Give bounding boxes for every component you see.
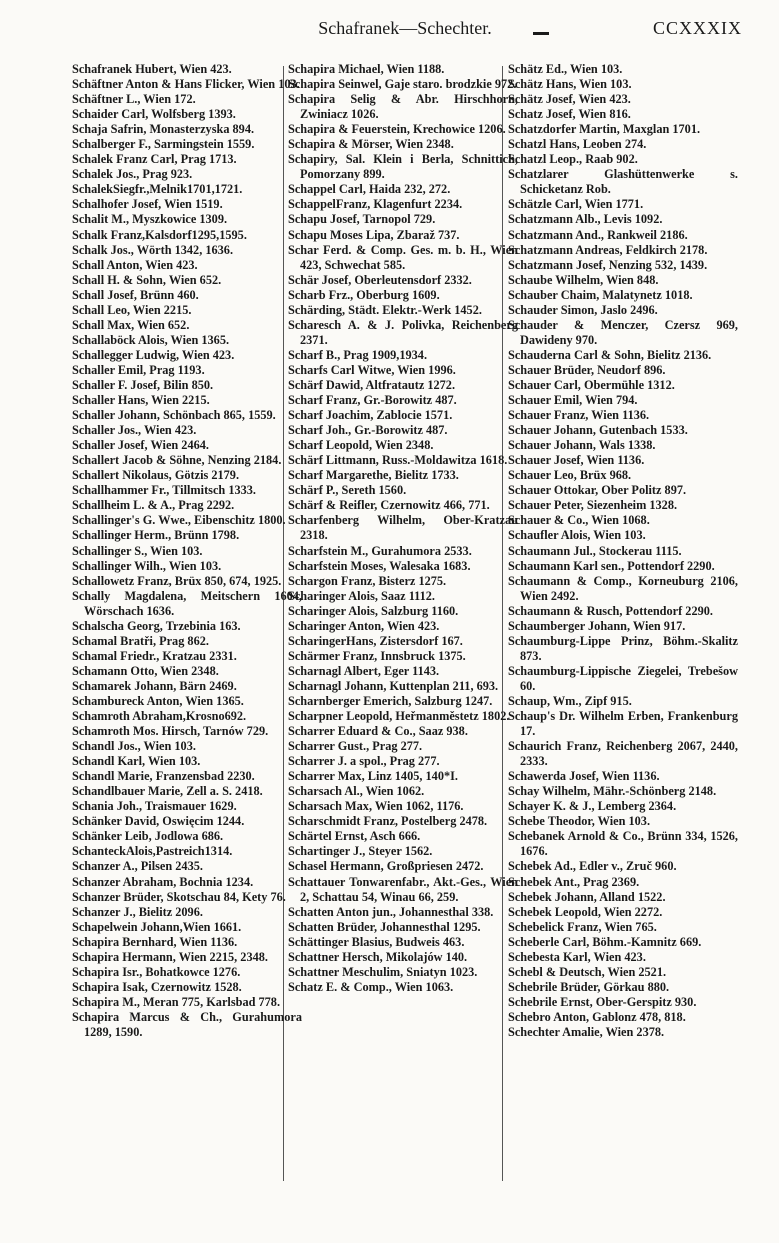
directory-entry: Schamann Otto, Wien 2348. (72, 663, 219, 678)
directory-entry: Scharnagl Johann, Kuttenplan 211, 693. (288, 678, 499, 693)
directory-entry: Schauer Johann, Gutenbach 1533. (508, 423, 688, 438)
directory-entry: ScharingerHans, Zistersdorf 167. (288, 633, 463, 648)
directory-entry: Schalk Jos., Wörth 1342, 1636. (72, 242, 234, 257)
directory-entry: Schauer Ottokar, Ober Politz 897. (508, 483, 687, 498)
directory-entry: Schapira M., Meran 775, Karlsbad 778. (72, 994, 281, 1009)
directory-entry: Schatzdorfer Martin, Maxglan 1701. (508, 122, 701, 137)
directory-entry: Schalk Franz,Kalsdorf1295,1595. (72, 227, 247, 242)
directory-entry: Scharf B., Prag 1909,1934. (288, 347, 428, 362)
directory-entry: Schauer Brüder, Neudorf 896. (508, 362, 666, 377)
directory-entry: Scharrer J. a spol., Prag 277. (288, 754, 440, 769)
directory-entry: Schänker David, Oswięcim 1244. (72, 814, 245, 829)
directory-entry: Schalek Franz Carl, Prag 1713. (72, 152, 237, 167)
directory-entry: Schäftner Anton & Hans Flicker, Wien 103. (72, 77, 300, 92)
directory-entry: Schallinger Wilh., Wien 103. (72, 558, 222, 573)
directory-entry: Schärf P., Sereth 1560. (288, 483, 407, 498)
directory-entry: Schaumann & Rusch, Pottendorf 2290. (508, 603, 713, 618)
page-number: CCXXXIX (652, 18, 742, 38)
directory-entry: Schäftner L., Wien 172. (72, 92, 196, 107)
directory-entry: Schalit M., Myszkowice 1309. (72, 212, 228, 227)
directory-entry: Schauder Simon, Jaslo 2496. (508, 302, 658, 317)
directory-entry: Schattauer Tonwarenfabr., Akt.-Ges., Wien 2, Schattau 54, Winau 66, 259. (288, 874, 518, 904)
directory-entry: Schebek Ad., Edler v., Zruč 960. (508, 859, 677, 874)
directory-entry: Schall Max, Wien 652. (72, 317, 190, 332)
directory-entry: Schapiry, Sal. Klein i Berla, Schnittich, Pomorzany 899. (288, 152, 518, 182)
directory-entry: Schatzl Hans, Leoben 274. (508, 137, 647, 152)
directory-entry: Schasel Hermann, Großpriesen 2472. (288, 859, 484, 874)
directory-entry: Schebe Theodor, Wien 103. (508, 814, 651, 829)
directory-entry: Scharf Joachim, Zablocie 1571. (288, 408, 453, 423)
directory-entry: Schally Magdalena, Meitschern 1604, Wörschach 1636. (72, 588, 302, 618)
directory-column-2 (288, 62, 518, 995)
page-header (0, 16, 779, 46)
directory-entry: Schaumburg-Lippische Ziegelei, Trebešow 60. (508, 663, 738, 693)
directory-entry: Schattner Meschulim, Sniatyn 1023. (288, 964, 478, 979)
directory-entry: Schauder & Menczer, Czersz 969, Dawideny 970. (508, 317, 738, 347)
directory-entry: Schaumann Karl sen., Pottendorf 2290. (508, 558, 715, 573)
directory-entry: Schebesta Karl, Wien 423. (508, 949, 646, 964)
directory-entry: Schättinger Blasius, Budweis 463. (288, 934, 465, 949)
directory-entry: Schatzmann Alb., Levis 1092. (508, 212, 663, 227)
directory-entry: Schaufler Alois, Wien 103. (508, 528, 646, 543)
directory-entry: Schanzer A., Pilsen 2435. (72, 859, 203, 874)
directory-entry: SchalekSiegfr.,Melnik1701,1721. (72, 182, 243, 197)
directory-entry: Schaller Josef, Wien 2464. (72, 438, 209, 453)
directory-entry: Schafranek Hubert, Wien 423. (72, 62, 232, 76)
directory-entry: Schallaböck Alois, Wien 1365. (72, 332, 230, 347)
directory-entry: Scharschmidt Franz, Postelberg 2478. (288, 814, 488, 829)
directory-entry: Schambureck Anton, Wien 1365. (72, 693, 244, 708)
directory-entry: Schebro Anton, Gablonz 478, 818. (508, 1009, 686, 1024)
directory-entry: Schar Ferd. & Comp. Ges. m. b. H., Wien 423, Schwechat 585. (288, 242, 518, 272)
directory-entry: Schauer Emil, Wien 794. (508, 393, 638, 408)
directory-entry: Schärmer Franz, Innsbruck 1375. (288, 648, 466, 663)
directory-entry: Scharrer Gust., Prag 277. (288, 739, 423, 754)
directory-entry: Schapira Seinwel, Gaje staro. brodzkie 972. (288, 77, 517, 92)
directory-entry: Schay Wilhelm, Mähr.-Schönberg 2148. (508, 784, 717, 799)
directory-entry: Schaider Carl, Wolfsberg 1393. (72, 107, 236, 122)
directory-entry: Schänker Leib, Jodlowa 686. (72, 829, 224, 844)
directory-entry: Scharrer Max, Linz 1405, 140*I. (288, 769, 458, 784)
directory-entry: Schallegger Ludwig, Wien 423. (72, 347, 235, 362)
directory-entry: Schatzmann Andreas, Feldkirch 2178. (508, 242, 708, 257)
directory-entry: Schallheim L. & A., Prag 2292. (72, 498, 235, 513)
directory-entry: Schapira Hermann, Wien 2215, 2348. (72, 949, 268, 964)
directory-entry: Schärf Dawid, Altfratautz 1272. (288, 377, 456, 392)
directory-entry: Schaumberger Johann, Wien 917. (508, 618, 686, 633)
directory-entry: Schapira Isr., Bohatkowce 1276. (72, 964, 241, 979)
directory-entry: Schärtel Ernst, Asch 666. (288, 829, 421, 844)
directory-entry: Schaup's Dr. Wilhelm Erben, Frankenburg 17. (508, 709, 738, 739)
directory-entry: SchanteckAlois,Pastreich1314. (72, 844, 233, 859)
directory-entry: Schauber Chaim, Malatynetz 1018. (508, 287, 693, 302)
directory-entry: Schätzle Carl, Wien 1771. (508, 197, 644, 212)
directory-entry: Scharf Franz, Gr.-Borowitz 487. (288, 393, 457, 408)
directory-entry: Schauer Johann, Wals 1338. (508, 438, 656, 453)
directory-entry: Schandl Marie, Franzensbad 2230. (72, 769, 255, 784)
directory-entry: Schaumburg-Lippe Prinz, Böhm.-Skalitz 873. (508, 633, 738, 663)
directory-entry: Schawerda Josef, Wien 1136. (508, 769, 660, 784)
directory-entry: Schallowetz Franz, Brüx 850, 674, 1925. (72, 573, 282, 588)
directory-entry: Schanzer Abraham, Bochnia 1234. (72, 874, 254, 889)
directory-entry: Schaurich Franz, Reichenberg 2067, 2440, 2333. (508, 739, 738, 769)
directory-entry: Schapira Bernhard, Wien 1136. (72, 934, 238, 949)
directory-entry: Scharf Leopold, Wien 2348. (288, 438, 434, 453)
directory-entry: Scharesch A. & J. Polivka, Reichenberg 2371. (288, 317, 518, 347)
directory-entry: Schärding, Städt. Elektr.-Werk 1452. (288, 302, 482, 317)
directory-entry: Schapira & Feuerstein, Krechowice 1206. (288, 122, 506, 137)
directory-entry: Schappel Carl, Haida 232, 272. (288, 182, 451, 197)
directory-entry: Scharnagl Albert, Eger 1143. (288, 663, 440, 678)
directory-entry: Scharrer Eduard & Co., Saaz 938. (288, 724, 468, 739)
directory-entry: Schattner Hersch, Mikolajów 140. (288, 949, 468, 964)
directory-entry: Schatz Josef, Wien 816. (508, 107, 631, 122)
directory-entry: Schanzer J., Bielitz 2096. (72, 904, 203, 919)
directory-entry: Scharfenberg Wilhelm, Ober-Kratzau 2318. (288, 513, 518, 543)
directory-entry: Scharfs Carl Witwe, Wien 1996. (288, 362, 456, 377)
directory-entry: Schatzl Leop., Raab 902. (508, 152, 638, 167)
directory-entry: Schanzer Brüder, Skotschau 84, Kety 76. (72, 889, 286, 904)
directory-entry: Scharf Joh., Gr.-Borowitz 487. (288, 423, 448, 438)
directory-entry: Schamal Friedr., Kratzau 2331. (72, 648, 237, 663)
directory-entry: Schebek Leopold, Wien 2272. (508, 904, 663, 919)
directory-entry: Schamroth Mos. Hirsch, Tarnów 729. (72, 724, 269, 739)
directory-entry: Schandl Jos., Wien 103. (72, 739, 196, 754)
directory-entry: Schallinger Herm., Brünn 1798. (72, 528, 240, 543)
directory-entry: Schebanek Arnold & Co., Brünn 334, 1526, 1676. (508, 829, 738, 859)
directory-entry: Schätz Ed., Wien 103. (508, 62, 623, 76)
directory-entry: Schebek Ant., Prag 2369. (508, 874, 640, 889)
header-dash (533, 32, 549, 35)
directory-entry: Schätz Hans, Wien 103. (508, 77, 632, 92)
directory-entry: Scharb Frz., Oberburg 1609. (288, 287, 440, 302)
directory-entry: Schebrile Ernst, Ober-Gerspitz 930. (508, 994, 697, 1009)
directory-entry: Schallert Jacob & Söhne, Nenzing 2184. (72, 453, 282, 468)
directory-entry: Schärf Littmann, Russ.-Moldawitza 1618. (288, 453, 508, 468)
directory-entry: SchappelFranz, Klagenfurt 2234. (288, 197, 463, 212)
directory-entry: Scharsach Al., Wien 1062. (288, 784, 425, 799)
directory-entry: Schauer Josef, Wien 1136. (508, 453, 645, 468)
directory-entry: Schapira Selig & Abr. Hirschhorn, Zwiniacz 1026. (288, 92, 518, 122)
directory-entry: Scharinger Alois, Saaz 1112. (288, 588, 436, 603)
directory-entry: Schaumann Jul., Stockerau 1115. (508, 543, 682, 558)
directory-entry: Schapira & Mörser, Wien 2348. (288, 137, 454, 152)
directory-entry: Scharsach Max, Wien 1062, 1176. (288, 799, 464, 814)
directory-entry: Schargon Franz, Bisterz 1275. (288, 573, 447, 588)
directory-entry: Schall H. & Sohn, Wien 652. (72, 272, 222, 287)
directory-entry: Schamal Bratři, Prag 862. (72, 633, 209, 648)
directory-entry: Schalscha Georg, Trzebinia 163. (72, 618, 241, 633)
directory-entry: Schall Josef, Brünn 460. (72, 287, 199, 302)
directory-entry: Schallinger S., Wien 103. (72, 543, 203, 558)
directory-column-1 (72, 62, 302, 1040)
directory-entry: Schaller Johann, Schönbach 865, 1559. (72, 408, 276, 423)
directory-entry: Schebelick Franz, Wien 765. (508, 919, 657, 934)
directory-entry: Schaja Safrin, Monasterzyska 894. (72, 122, 255, 137)
directory-entry: Schatten Brüder, Johannesthal 1295. (288, 919, 481, 934)
directory-entry: Schaller Hans, Wien 2215. (72, 393, 210, 408)
directory-entry: Schaube Wilhelm, Wien 848. (508, 272, 659, 287)
directory-entry: Schätz Josef, Wien 423. (508, 92, 631, 107)
directory-entry: Schebek Johann, Alland 1522. (508, 889, 666, 904)
directory-entry: Schamarek Johann, Bärn 2469. (72, 678, 237, 693)
directory-entry: Schallert Nikolaus, Götzis 2179. (72, 468, 240, 483)
directory-entry: Schauer Carl, Obermühle 1312. (508, 377, 675, 392)
directory-entry: Schechter Amalie, Wien 2378. (508, 1025, 665, 1039)
directory-entry: Schamroth Abraham,Krosno692. (72, 709, 247, 724)
directory-entry: Schatzmann And., Rankweil 2186. (508, 227, 688, 242)
directory-entry: Scheberle Carl, Böhm.-Kamnitz 669. (508, 934, 702, 949)
directory-entry: Schapira Isak, Czernowitz 1528. (72, 979, 242, 994)
directory-entry: Schatten Anton jun., Johannesthal 338. (288, 904, 494, 919)
directory-entry: Schaller Jos., Wien 423. (72, 423, 197, 438)
directory-entry: Scharpner Leopold, Heřmanměstetz 1802. (288, 709, 510, 724)
directory-entry: Schalberger F., Sarmingstein 1559. (72, 137, 255, 152)
directory-entry: Schalhofer Josef, Wien 1519. (72, 197, 223, 212)
directory-entry: Schebl & Deutsch, Wien 2521. (508, 964, 667, 979)
directory-entry: Schandlbauer Marie, Zell a. S. 2418. (72, 784, 263, 799)
directory-entry: Schaup, Wm., Zipf 915. (508, 693, 632, 708)
directory-entry: Schapelwein Johann,Wien 1661. (72, 919, 242, 934)
directory-entry: Schauer Franz, Wien 1136. (508, 408, 650, 423)
directory-entry: Scharinger Alois, Salzburg 1160. (288, 603, 459, 618)
directory-entry: Schallhammer Fr., Tillmitsch 1333. (72, 483, 257, 498)
directory-entry: Schapu Moses Lipa, Zbaraž 737. (288, 227, 460, 242)
directory-entry: Schauer Peter, Siezenheim 1328. (508, 498, 678, 513)
directory-entry: Scharnberger Emerich, Salzburg 1247. (288, 693, 493, 708)
directory-entry: Schall Anton, Wien 423. (72, 257, 198, 272)
directory-entry: Schatz E. & Comp., Wien 1063. (288, 979, 454, 994)
directory-entry: Schaller F. Josef, Bilin 850. (72, 377, 214, 392)
directory-entry: Schaumann & Comp., Korneuburg 2106, Wien 2492. (508, 573, 738, 603)
directory-entry: Schapira Marcus & Ch., Gurahumora 1289, 1590. (72, 1009, 302, 1039)
directory-entry: Schauer & Co., Wien 1068. (508, 513, 650, 528)
page-title: Schafranek—Schechter. (318, 18, 492, 38)
directory-entry: Scharfstein Moses, Walesaka 1683. (288, 558, 471, 573)
directory-entry: Schayer K. & J., Lemberg 2364. (508, 799, 677, 814)
directory-entry: Schär Josef, Oberleutensdorf 2332. (288, 272, 472, 287)
directory-entry: Schaller Emil, Prag 1193. (72, 362, 205, 377)
directory-entry: Schallinger's G. Wwe., Eibenschitz 1800. (72, 513, 286, 528)
directory-column-3 (508, 62, 738, 1040)
directory-entry: Scharfstein M., Gurahumora 2533. (288, 543, 472, 558)
directory-entry: Schauderna Carl & Sohn, Bielitz 2136. (508, 347, 712, 362)
directory-entry: Schartinger J., Steyer 1562. (288, 844, 433, 859)
directory-entry: Schapu Josef, Tarnopol 729. (288, 212, 436, 227)
directory-entry: Schandl Karl, Wien 103. (72, 754, 201, 769)
directory-entry: Schalek Jos., Prag 923. (72, 167, 193, 182)
directory-entry: Schatzmann Josef, Nenzing 532, 1439. (508, 257, 708, 272)
directory-entry: Schauer Leo, Brüx 968. (508, 468, 632, 483)
directory-entry: Scharinger Anton, Wien 423. (288, 618, 440, 633)
directory-entry: Schall Leo, Wien 2215. (72, 302, 192, 317)
directory-entry: Scharf Margarethe, Bielitz 1733. (288, 468, 459, 483)
directory-entry: Schebrile Brüder, Görkau 880. (508, 979, 670, 994)
directory-entry: Schania Joh., Traismauer 1629. (72, 799, 237, 814)
directory-entry: Schapira Michael, Wien 1188. (288, 62, 445, 76)
directory-entry: Schatzlarer Glashüttenwerke s. Schicketanz Rob. (508, 167, 738, 197)
directory-entry: Schärf & Reifler, Czernowitz 466, 771. (288, 498, 490, 513)
